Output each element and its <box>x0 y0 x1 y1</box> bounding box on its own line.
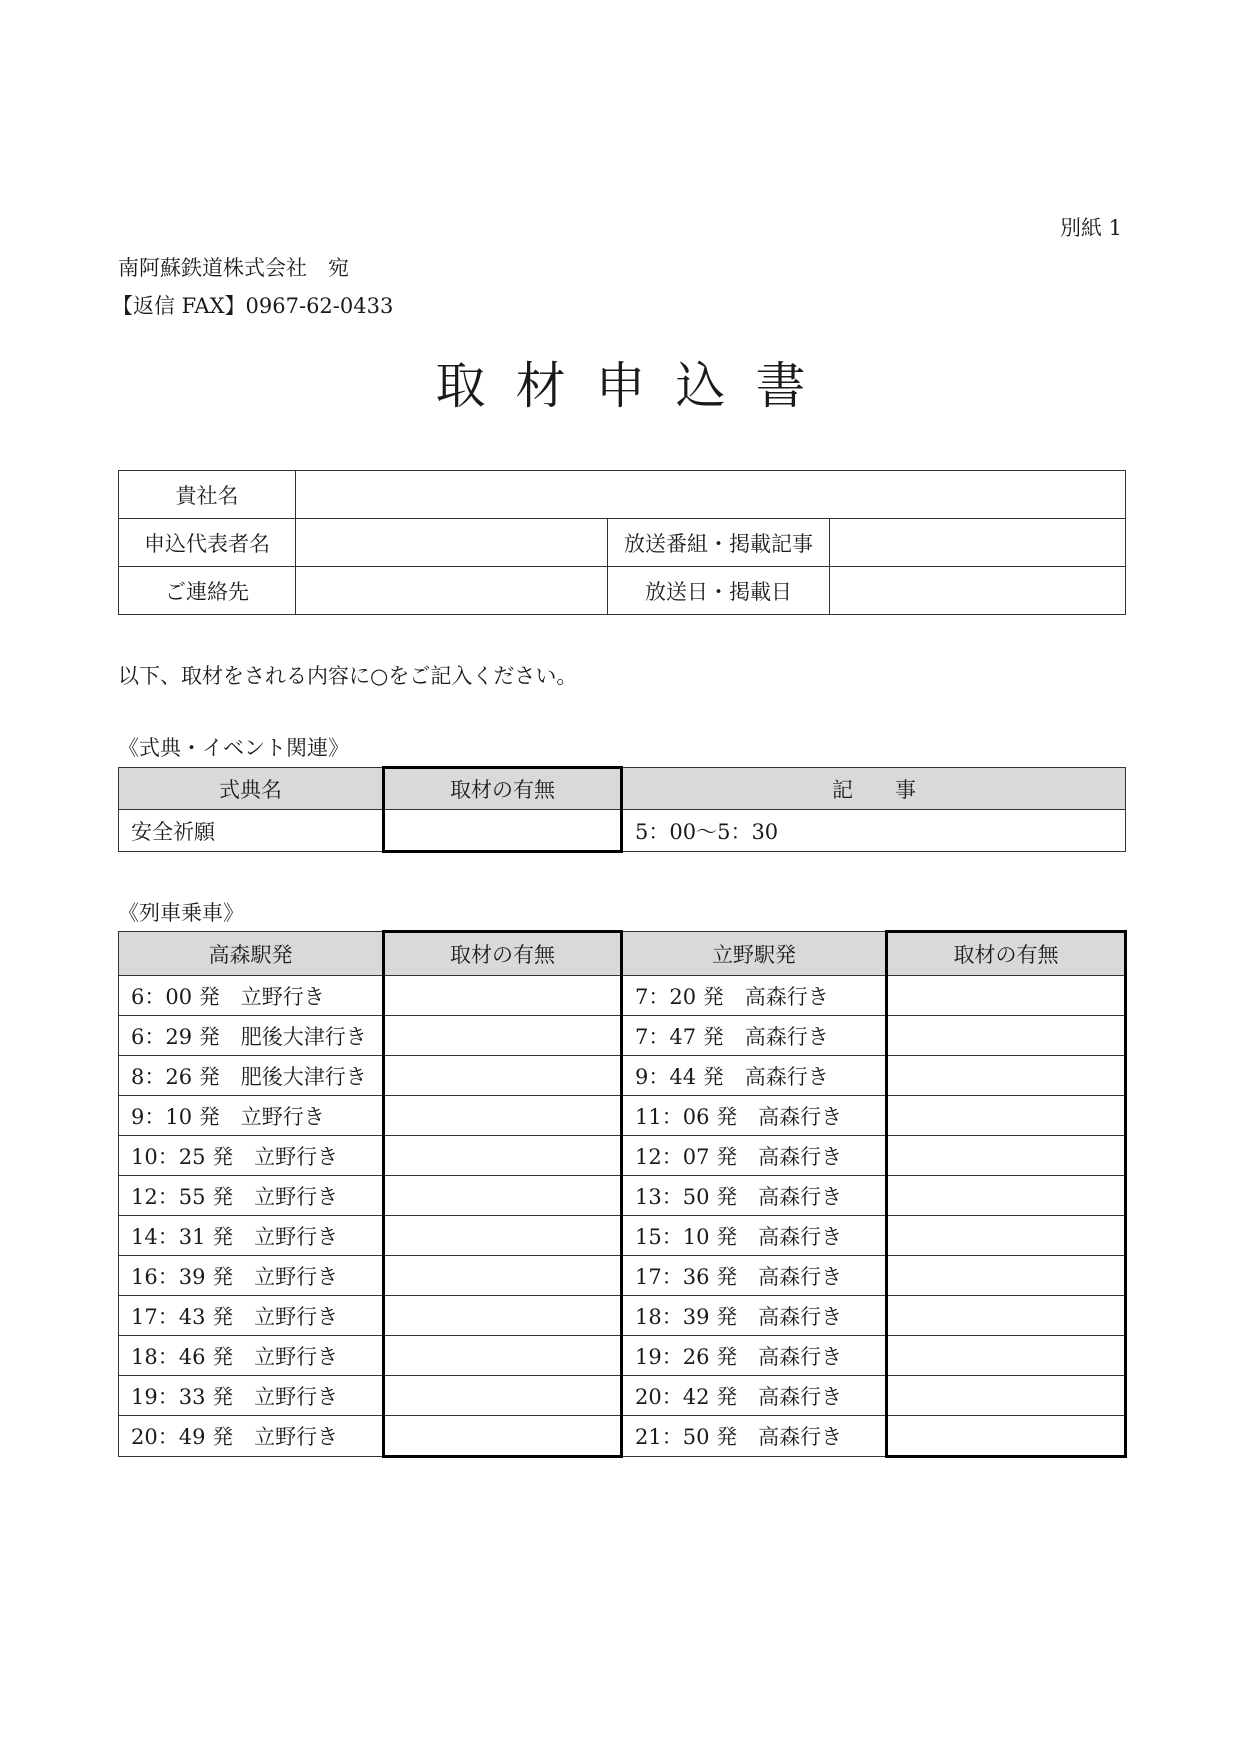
takamori-departure: 6：29 発 肥後大津行き <box>119 1016 384 1056</box>
contact-label: ご連絡先 <box>119 567 296 615</box>
broadcast-date-label: 放送日・掲載日 <box>608 567 830 615</box>
takamori-coverage-field[interactable] <box>384 1376 622 1416</box>
table-row <box>119 1016 1126 1056</box>
table-row <box>119 1096 1126 1136</box>
tateno-departure: 12：07 発 高森行き <box>622 1136 887 1176</box>
company-field[interactable] <box>296 471 1126 519</box>
tateno-departure: 18：39 発 高森行き <box>622 1296 887 1336</box>
tateno-departure: 9：44 発 高森行き <box>622 1056 887 1096</box>
tateno-coverage-field[interactable] <box>887 1416 1126 1457</box>
takamori-coverage-field[interactable] <box>384 1336 622 1376</box>
table-row <box>119 1336 1126 1376</box>
takamori-coverage-field[interactable] <box>384 1256 622 1296</box>
event-name-header: 式典名 <box>119 768 384 810</box>
takamori-coverage-field[interactable] <box>384 1416 622 1457</box>
takamori-departure: 14：31 発 立野行き <box>119 1216 384 1256</box>
tateno-departure: 15：10 発 高森行き <box>622 1216 887 1256</box>
takamori-coverage-field[interactable] <box>384 1136 622 1176</box>
reply-fax: 【返信 FAX】0967-62-0433 <box>112 294 394 318</box>
train-table <box>118 930 1127 1458</box>
company-row <box>119 471 1126 519</box>
representative-row <box>119 519 1126 567</box>
tateno-coverage-header: 取材の有無 <box>887 932 1126 976</box>
event-coverage-header: 取材の有無 <box>384 768 622 810</box>
table-row <box>119 976 1126 1016</box>
table-row <box>119 1056 1126 1096</box>
table-row <box>119 1136 1126 1176</box>
takamori-coverage-field[interactable] <box>384 1016 622 1056</box>
takamori-coverage-header: 取材の有無 <box>384 932 622 976</box>
tateno-coverage-field[interactable] <box>887 1056 1126 1096</box>
table-row <box>119 1296 1126 1336</box>
table-row <box>119 1216 1126 1256</box>
tateno-departure: 21：50 発 高森行き <box>622 1416 887 1457</box>
takamori-departure: 18：46 発 立野行き <box>119 1336 384 1376</box>
page-title: 取材申込書 <box>435 357 836 415</box>
broadcast-date-field[interactable] <box>830 567 1126 615</box>
table-row <box>119 1176 1126 1216</box>
takamori-coverage-field[interactable] <box>384 1056 622 1096</box>
tateno-coverage-field[interactable] <box>887 1016 1126 1056</box>
takamori-departure: 20：49 発 立野行き <box>119 1416 384 1457</box>
tateno-coverage-field[interactable] <box>887 1136 1126 1176</box>
tateno-coverage-field[interactable] <box>887 1096 1126 1136</box>
event-note: 5：00〜5：30 <box>622 810 1126 852</box>
addressee: 南阿蘇鉄道株式会社 宛 <box>118 256 349 280</box>
tateno-departure: 7：47 発 高森行き <box>622 1016 887 1056</box>
event-header-row <box>119 768 1126 810</box>
tateno-departure: 19：26 発 高森行き <box>622 1336 887 1376</box>
tateno-coverage-field[interactable] <box>887 1176 1126 1216</box>
program-label: 放送番組・掲載記事 <box>608 519 830 567</box>
takamori-coverage-field[interactable] <box>384 1176 622 1216</box>
tateno-header: 立野駅発 <box>622 932 887 976</box>
takamori-departure: 6：00 発 立野行き <box>119 976 384 1016</box>
contact-row <box>119 567 1126 615</box>
event-note-header: 記 事 <box>622 768 1126 810</box>
tateno-coverage-field[interactable] <box>887 1256 1126 1296</box>
event-name: 安全祈願 <box>119 810 384 852</box>
tateno-coverage-field[interactable] <box>887 1216 1126 1256</box>
tateno-departure: 13：50 発 高森行き <box>622 1176 887 1216</box>
event-section-heading: 《式典・イベント関連》 <box>118 736 349 760</box>
contact-field[interactable] <box>296 567 608 615</box>
tateno-departure: 7：20 発 高森行き <box>622 976 887 1016</box>
tateno-coverage-field[interactable] <box>887 1296 1126 1336</box>
takamori-departure: 9：10 発 立野行き <box>119 1096 384 1136</box>
takamori-departure: 17：43 発 立野行き <box>119 1296 384 1336</box>
takamori-header: 高森駅発 <box>119 932 384 976</box>
tateno-coverage-field[interactable] <box>887 976 1126 1016</box>
takamori-departure: 10：25 発 立野行き <box>119 1136 384 1176</box>
train-header-row <box>119 932 1126 976</box>
tateno-departure: 11：06 発 高森行き <box>622 1096 887 1136</box>
takamori-coverage-field[interactable] <box>384 1216 622 1256</box>
takamori-departure: 8：26 発 肥後大津行き <box>119 1056 384 1096</box>
table-row <box>119 1416 1126 1457</box>
table-row <box>119 810 1126 852</box>
tateno-coverage-field[interactable] <box>887 1336 1126 1376</box>
program-field[interactable] <box>830 519 1126 567</box>
tateno-departure: 17：36 発 高森行き <box>622 1256 887 1296</box>
company-label: 貴社名 <box>119 471 296 519</box>
takamori-departure: 19：33 発 立野行き <box>119 1376 384 1416</box>
takamori-departure: 16：39 発 立野行き <box>119 1256 384 1296</box>
attachment-label: 別紙 1 <box>1060 216 1123 240</box>
table-row <box>119 1256 1126 1296</box>
takamori-coverage-field[interactable] <box>384 1296 622 1336</box>
tateno-departure: 20：42 発 高森行き <box>622 1376 887 1416</box>
instruction-text: 以下、取材をされる内容に○をご記入ください。 <box>118 664 578 688</box>
event-coverage-field[interactable] <box>384 810 622 852</box>
tateno-coverage-field[interactable] <box>887 1376 1126 1416</box>
takamori-departure: 12：55 発 立野行き <box>119 1176 384 1216</box>
representative-field[interactable] <box>296 519 608 567</box>
representative-label: 申込代表者名 <box>119 519 296 567</box>
event-table <box>118 766 1126 853</box>
applicant-info-table <box>118 470 1126 615</box>
table-row <box>119 1376 1126 1416</box>
takamori-coverage-field[interactable] <box>384 1096 622 1136</box>
takamori-coverage-field[interactable] <box>384 976 622 1016</box>
train-section-heading: 《列車乗車》 <box>118 901 244 925</box>
